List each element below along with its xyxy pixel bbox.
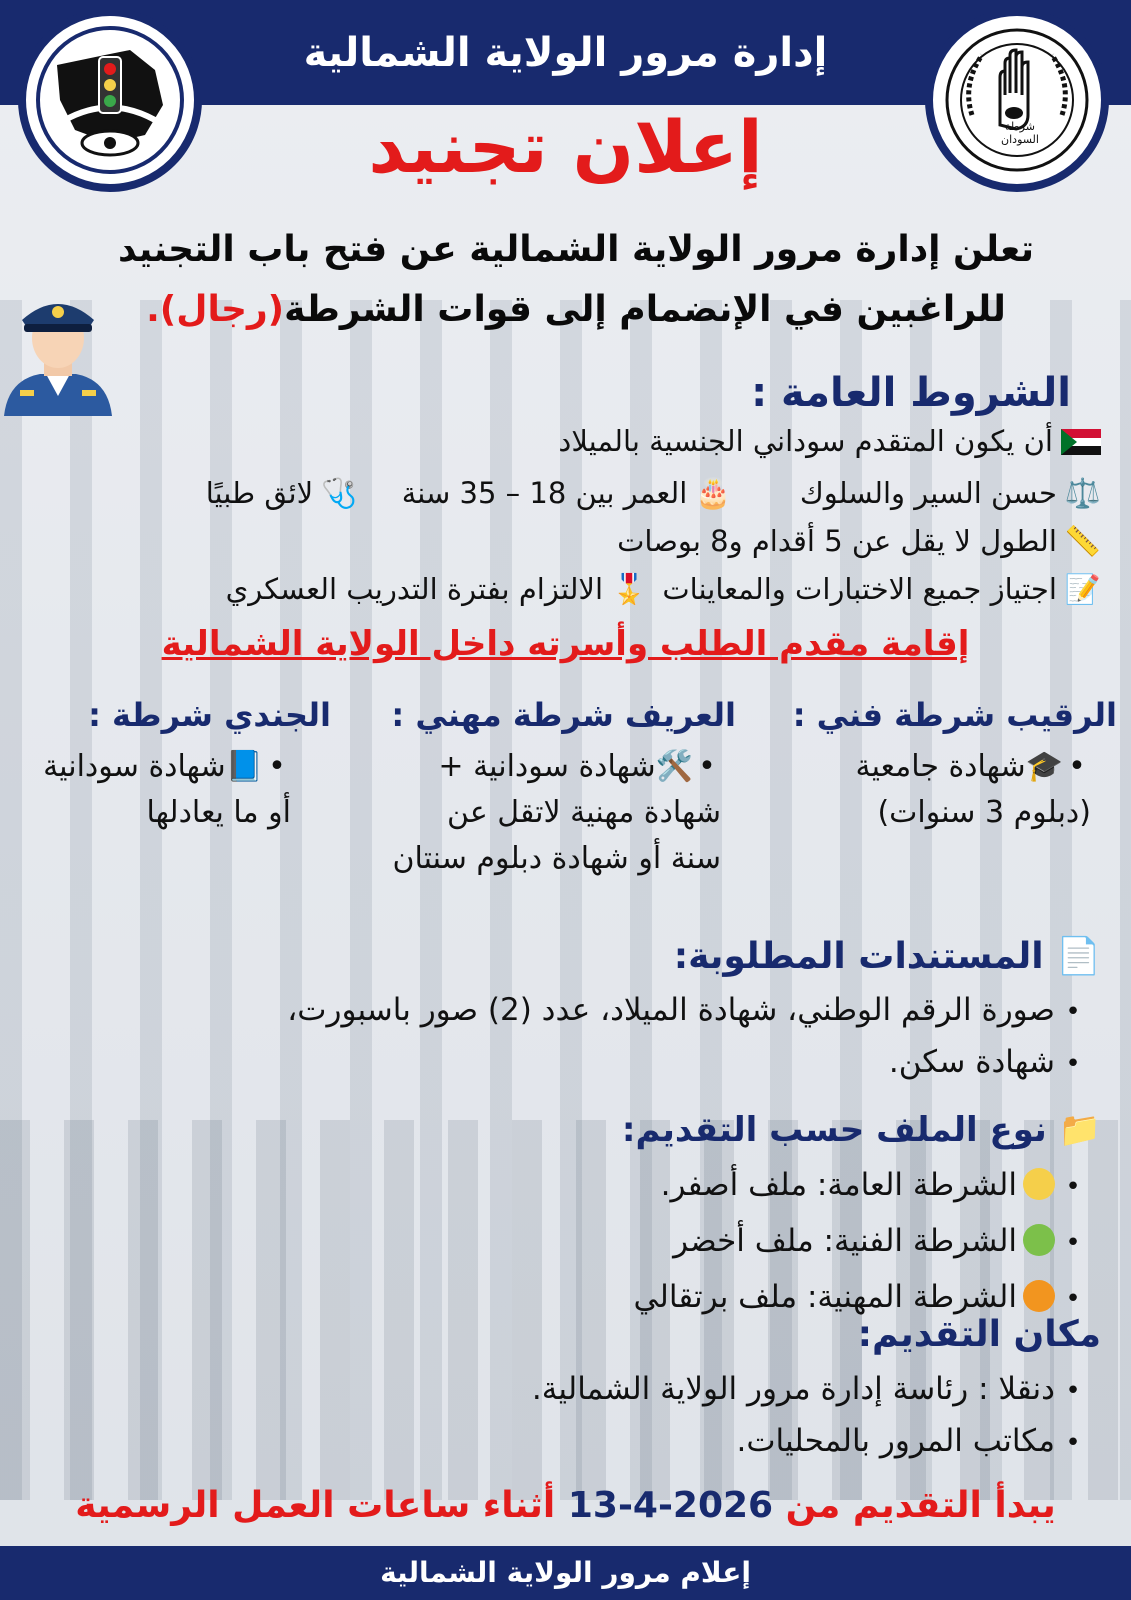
- condition-nationality: [558, 424, 1101, 458]
- condition-tests-training: [226, 572, 1101, 607]
- intro-paragraph: [61, 220, 1091, 340]
- condition-row-conduct-age-fitness: [206, 476, 1101, 511]
- folder-icon: 📁: [1058, 1110, 1101, 1150]
- rank-title-sergeant: الرقيب شرطة فني :: [792, 696, 1117, 734]
- list-item: •الشرطة الفنية: ملف أخضر: [673, 1223, 1081, 1259]
- yellow-circle-icon: [1023, 1168, 1055, 1200]
- rank-text-soldier: شهادة سودانية أو ما يعادلها: [43, 749, 291, 830]
- documents-list: [31, 985, 1091, 1089]
- residence-condition: إقامة مقدم الطلب وأسرته داخل الولاية الشمالية: [161, 624, 970, 664]
- condition-tests: اجتياز جميع الاختبارات والمعاينات: [662, 572, 1057, 606]
- condition-age: العمر بين 18 – 35 سنة: [401, 476, 688, 510]
- list-item: •صورة الرقم الوطني، شهادة الميلاد، عدد (2) صور باسبورت،: [287, 992, 1081, 1028]
- rank-title-soldier: الجندي شرطة :: [88, 696, 331, 734]
- bullet: •: [698, 749, 716, 784]
- document-icon: 📄: [1056, 936, 1101, 977]
- rank-requirement-corporal: [391, 744, 721, 882]
- rank-text-corporal: شهادة سودانية + شهادة مهنية لاتقل عن سنة أو شهادة دبلوم سنتان: [392, 749, 721, 876]
- police-officer-avatar-icon: [0, 280, 116, 416]
- graduation-cap-icon: 🎓: [1025, 749, 1063, 784]
- file-type-technical: الشرطة الفنية: ملف أخضر: [673, 1223, 1017, 1259]
- headline: إعلان تجنيد: [368, 105, 763, 189]
- police-emblem-logo-icon: [925, 8, 1109, 192]
- intro-line-2: [61, 280, 1091, 340]
- traffic-light-map-logo-icon: [18, 8, 202, 192]
- application-start-line: [40, 1485, 1091, 1526]
- file-type-general: الشرطة العامة: ملف أصفر.: [660, 1167, 1017, 1203]
- bullet: •: [1068, 749, 1086, 784]
- intro-line-1: تعلن إدارة مرور الولاية الشمالية عن فتح باب التجنيد: [118, 229, 1034, 270]
- emblem-caption: شرطة السودان: [1001, 120, 1039, 146]
- stethoscope-icon: 🩺: [321, 476, 358, 510]
- documents-title: [674, 935, 1101, 977]
- file-type-professional: الشرطة المهنية: ملف برتقالي: [633, 1279, 1017, 1315]
- condition-training: الالتزام بفترة التدريب العسكري: [225, 572, 604, 606]
- document-item-2: شهادة سكن.: [888, 1044, 1055, 1080]
- start-hours-text: أثناء ساعات العمل الرسمية: [75, 1485, 556, 1526]
- file-type-title: [622, 1110, 1101, 1150]
- book-icon: 📘: [225, 749, 263, 784]
- location-list: [91, 1364, 1091, 1468]
- file-type-list: [91, 1158, 1091, 1326]
- documents-title-text: المستندات المطلوبة:: [673, 936, 1044, 977]
- bullet: •: [268, 749, 286, 784]
- location-item-2: مكاتب المرور بالمحليات.: [736, 1423, 1055, 1459]
- tools-icon: 🛠️: [655, 749, 693, 784]
- file-type-title-text: نوع الملف حسب التقديم:: [621, 1110, 1047, 1150]
- location-item-1: دنقلا : رئاسة إدارة مرور الولاية الشمالية.: [531, 1371, 1055, 1407]
- list-item: •شهادة سكن.: [888, 1044, 1081, 1080]
- footer-banner: إعلام مرور الولاية الشمالية: [0, 1546, 1131, 1600]
- org-title: إدارة مرور الولاية الشمالية: [303, 30, 828, 76]
- start-date: 2026-4-13: [567, 1485, 774, 1526]
- general-conditions-title: الشروط العامة :: [751, 370, 1071, 416]
- rank-text-sergeant: شهادة جامعية (دبلوم 3 سنوات): [855, 749, 1091, 830]
- location-title: مكان التقديم:: [857, 1314, 1101, 1355]
- sudan-flag-icon: [1061, 429, 1101, 455]
- condition-fitness: لائق طبيًا: [205, 476, 314, 510]
- intro-line-2-text: للراغبين في الإنضمام إلى قوات الشرطة: [284, 289, 1006, 330]
- ruler-icon: 📏: [1064, 524, 1101, 558]
- list-item: •دنقلا : رئاسة إدارة مرور الولاية الشمالية.: [531, 1371, 1081, 1407]
- rank-requirement-soldier: [41, 744, 291, 836]
- pencil-paper-icon: 📝: [1064, 572, 1101, 606]
- list-item: •الشرطة العامة: ملف أصفر.: [660, 1167, 1081, 1203]
- start-text: يبدأ التقديم من: [785, 1485, 1056, 1526]
- medal-icon: 🎖️: [611, 572, 648, 606]
- list-item: •الشرطة المهنية: ملف برتقالي: [633, 1279, 1081, 1315]
- document-item-1: صورة الرقم الوطني، شهادة الميلاد، عدد (2) صور باسبورت،: [287, 992, 1055, 1028]
- birthday-cake-icon: 🎂: [695, 476, 732, 510]
- rank-title-corporal: العريف شرطة مهني :: [391, 696, 736, 734]
- condition-height-text: الطول لا يقل عن 5 أقدام و8 بوصات: [617, 524, 1057, 558]
- scales-icon: ⚖️: [1064, 476, 1101, 510]
- orange-circle-icon: [1023, 1280, 1055, 1312]
- condition-conduct: حسن السير والسلوك: [799, 476, 1057, 510]
- list-item: •مكاتب المرور بالمحليات.: [736, 1423, 1081, 1459]
- condition-height: [617, 524, 1101, 559]
- green-circle-icon: [1023, 1224, 1055, 1256]
- intro-men-highlight: (رجال).: [146, 289, 285, 330]
- rank-requirement-sergeant: [823, 744, 1091, 836]
- condition-nationality-text: أن يكون المتقدم سوداني الجنسية بالميلاد: [558, 424, 1053, 458]
